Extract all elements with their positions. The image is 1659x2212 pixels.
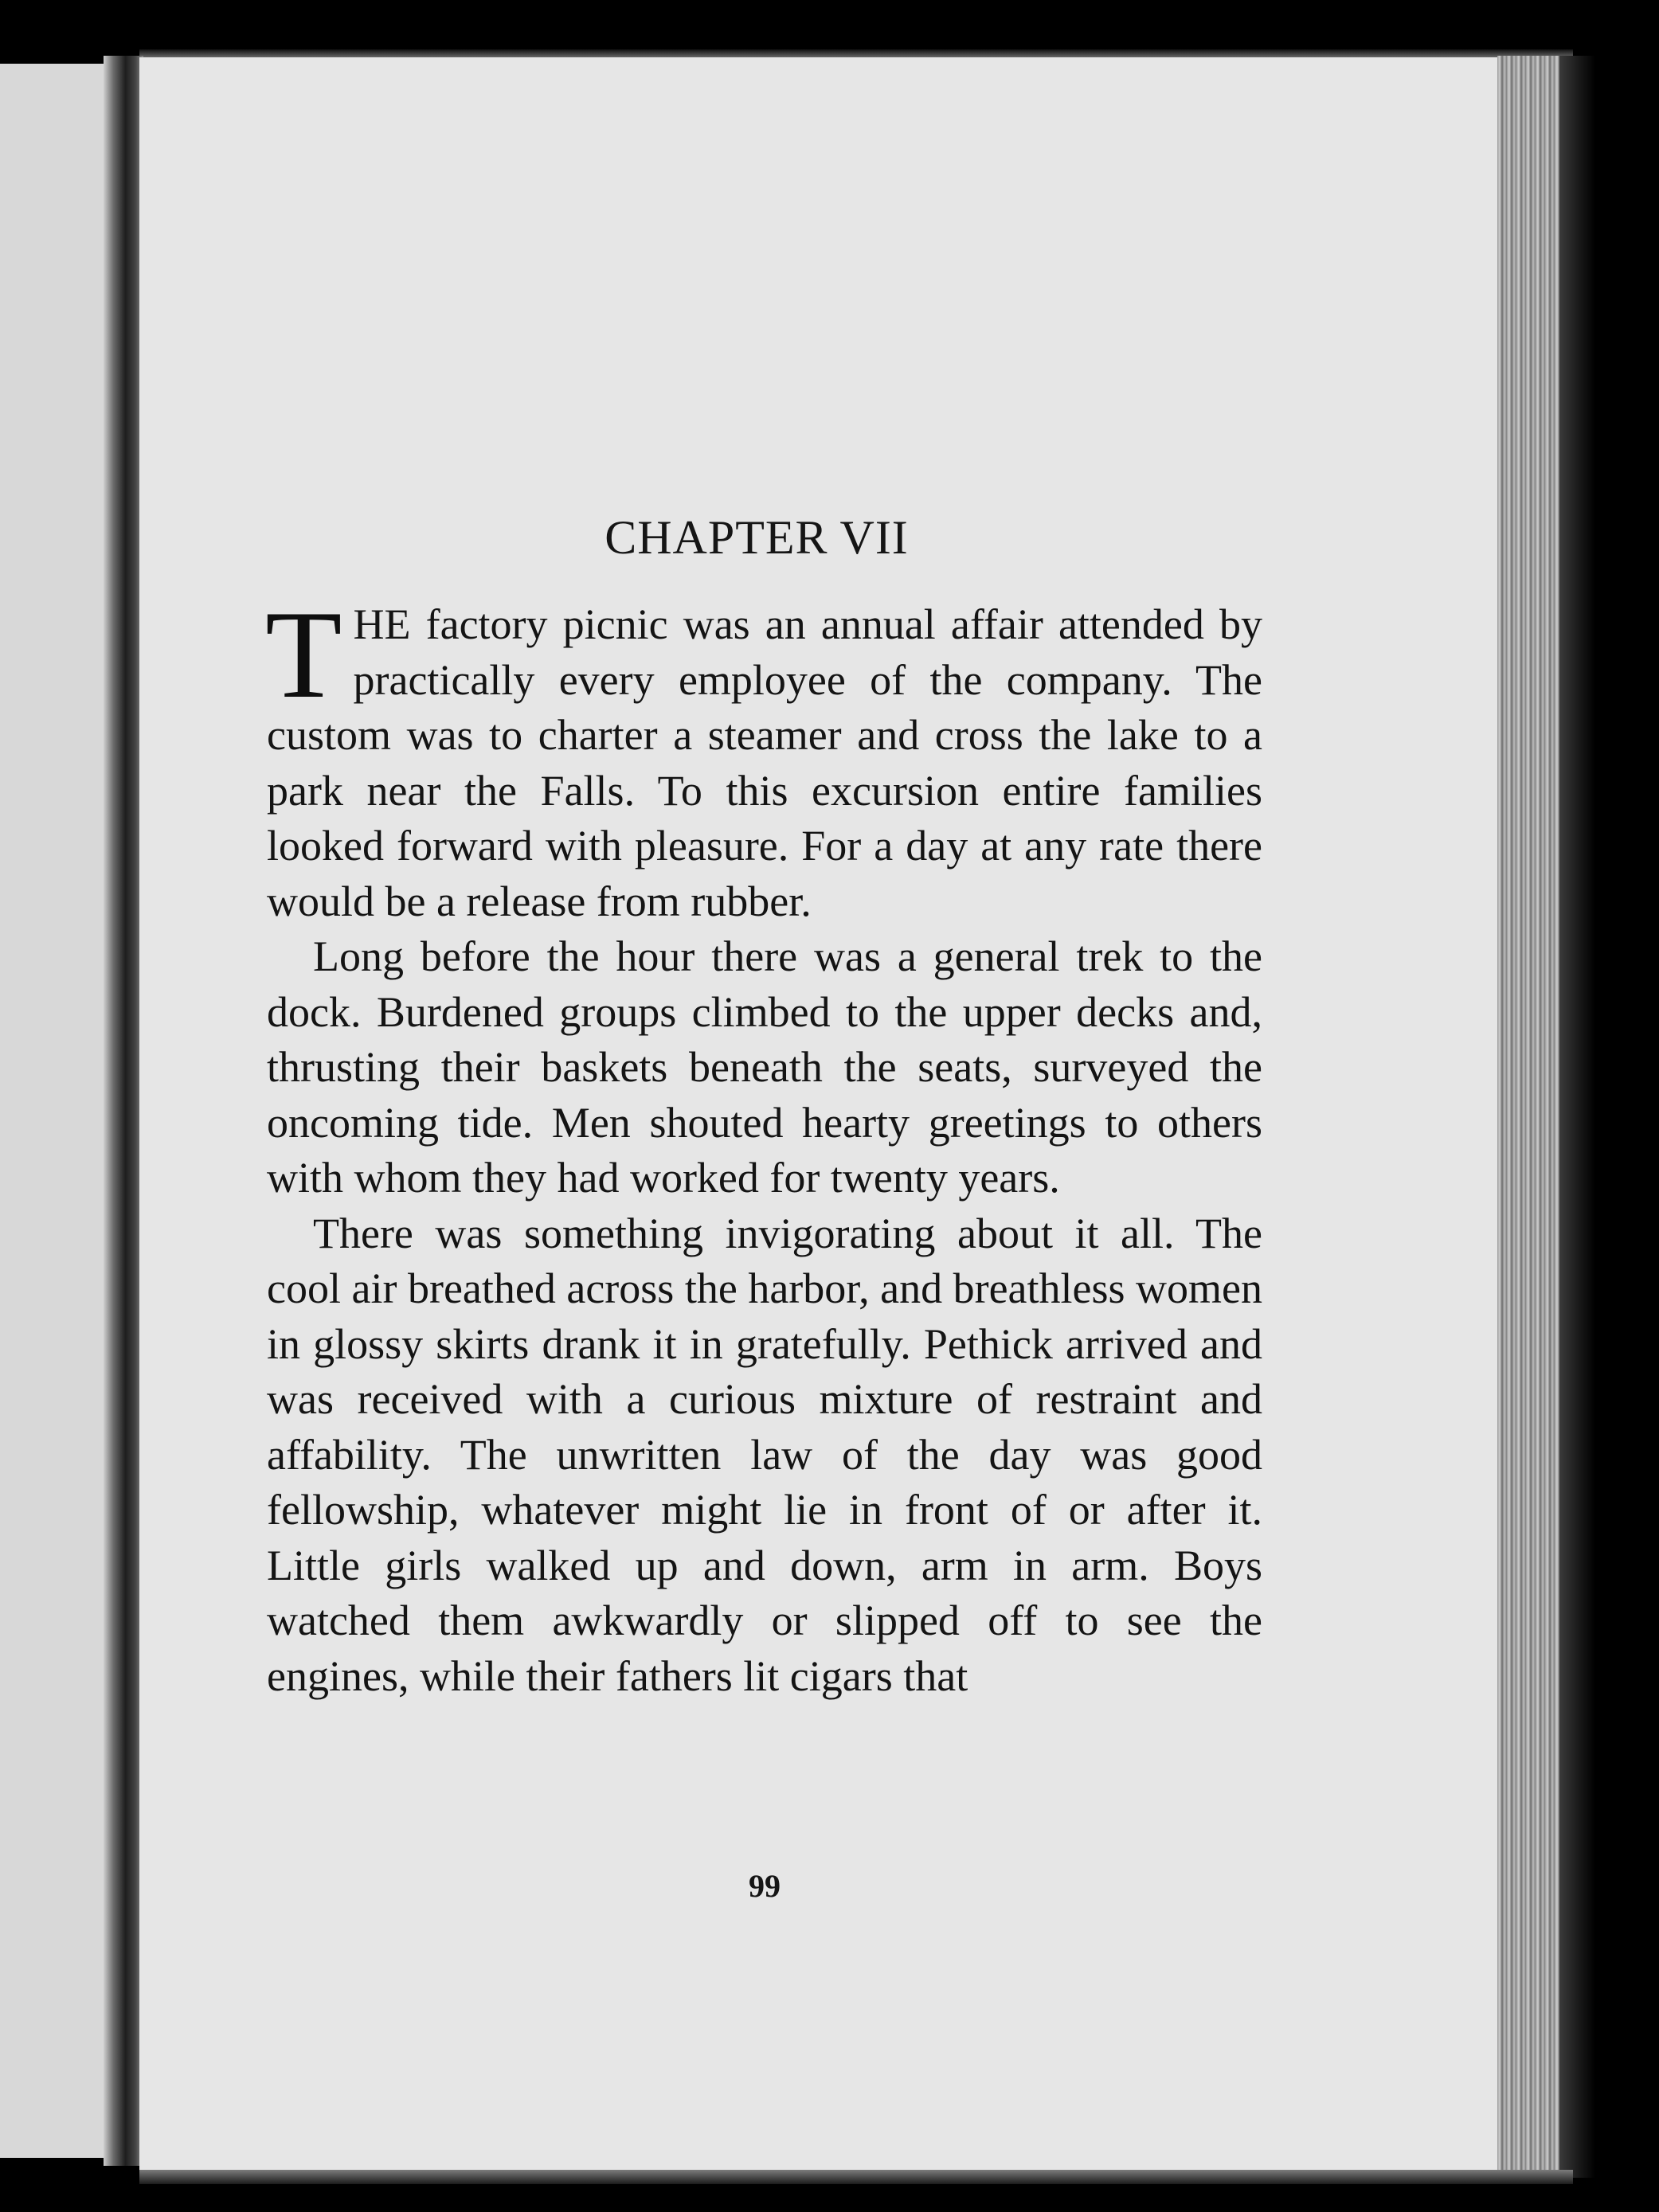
left-page-fragment: [0, 64, 104, 2158]
body-text: [265, 585, 1262, 1704]
book-cover-edge: [1559, 56, 1595, 2178]
book-gutter: [104, 56, 143, 2166]
paragraph-3: There was something invigorating about it all. The cool air breathed across the harbor, and breathless women in glossy skirts drank it in gratefully. Pethick arrived and was received with a curious mixture of restraint and affability. The unwritten law of the day was good fellowship, whatever might lie in front of or after it. Little girls walked up and down, arm in arm. Boys watched them awkwardly or slipped off to see the engines, while their fathers lit cigars that: [267, 1209, 1262, 1700]
paragraph-2: Long before the hour there was a general trek to the dock. Burdened groups climbed to the upper decks and, thrusting their baskets beneath the seats, surveyed the oncoming tide. Men shouted hearty greetings to others with whom they had worked for twenty years.: [267, 932, 1262, 1202]
page-block-edge: [1497, 56, 1561, 2178]
chapter-title: CHAPTER VII: [605, 511, 909, 564]
drop-cap: T: [265, 585, 342, 725]
page-bottom-edge: [139, 2170, 1573, 2184]
paragraph-1-text: HE factory picnic was an annual affair attended by practically every employee of the company. The custom was to charter a steamer and cross the lake to a park near the Falls. To this excursion entire families looked forward with pleasure. For a day at any rate there would be a release from rubber.: [267, 600, 1262, 925]
page-number: 99: [749, 1868, 781, 1904]
paragraph-1: [265, 585, 1262, 929]
